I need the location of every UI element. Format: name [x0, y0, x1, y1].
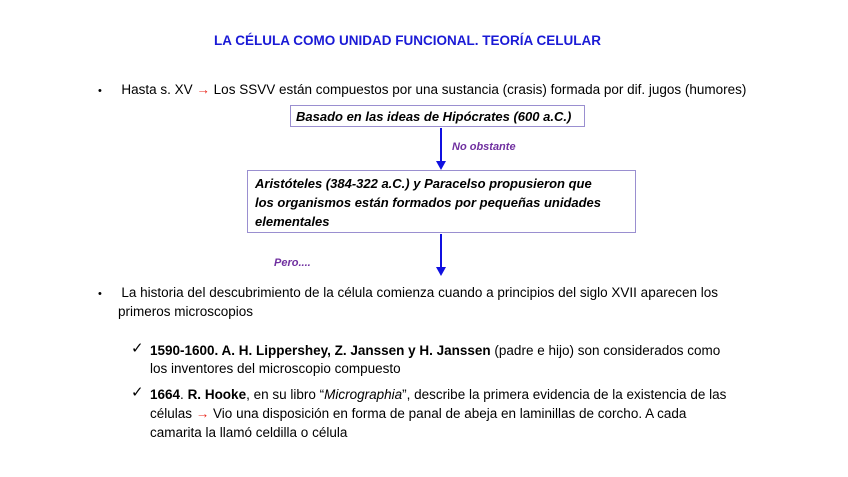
bullet-marker: •: [98, 85, 102, 97]
bullet-marker: •: [98, 288, 102, 300]
bullet-item: [98, 283, 718, 304]
author: R. Hooke: [187, 387, 247, 402]
hippocrates-box: [290, 105, 585, 127]
box-line: los organismos están formados por pequeñas unidades: [255, 195, 602, 210]
down-arrow-icon: [434, 128, 448, 172]
text: , en su libro “: [246, 387, 325, 402]
text: células: [150, 406, 193, 421]
list-item-continued: camarita la llamó celdilla o célula: [150, 425, 348, 440]
box-line: Aristóteles (384-322 a.C.) y Paracelso propusieron que: [255, 176, 592, 191]
check-icon: ✓: [131, 340, 144, 357]
book-title: Micrographia: [324, 387, 403, 402]
aristotle-box: [247, 170, 636, 233]
box-line: elementales: [255, 214, 330, 229]
year: 1664: [150, 387, 181, 402]
bullet-text: Los SSVV están compuestos por una sustancia (crasis) formada por dif. jugos (humores): [209, 82, 747, 97]
check-icon: ✓: [131, 384, 144, 401]
text: ”, describe la primera evidencia de la existencia de las: [402, 387, 727, 402]
list-item-continued: los inventores del microscopio compuesto: [150, 361, 401, 376]
list-item-continued: [150, 404, 686, 423]
right-arrow-icon: →: [195, 406, 210, 421]
page-title: LA CÉLULA COMO UNIDAD FUNCIONAL. TEORÍA CELULAR: [214, 33, 601, 48]
bullet-text-continued: primeros microscopios: [118, 304, 254, 319]
down-arrow-icon: [434, 234, 448, 278]
connector-label: No obstante: [452, 141, 516, 153]
inventors-rest: (padre e hijo) son considerados como: [490, 343, 721, 358]
right-arrow-icon: →: [196, 82, 210, 97]
bullet-text: La historia del descubrimiento de la célula comienza cuando a principios del siglo XVII aparecen los: [121, 285, 718, 300]
list-item: [150, 385, 726, 404]
separator: .: [180, 387, 188, 402]
list-item: [150, 341, 720, 360]
inventors-bold: 1590-1600. A. H. Lippershey, Z. Janssen y H. Janssen: [150, 343, 491, 358]
connector-label: Pero....: [274, 257, 311, 269]
bullet-prefix: Hasta s. XV: [121, 82, 197, 97]
hippocrates-text: Basado en las ideas de Hipócrates (600 a.C.): [296, 109, 572, 124]
bullet-item: [98, 80, 746, 101]
text: Vio una disposición en forma de panal de abeja en laminillas de corcho. A cada: [209, 406, 687, 421]
